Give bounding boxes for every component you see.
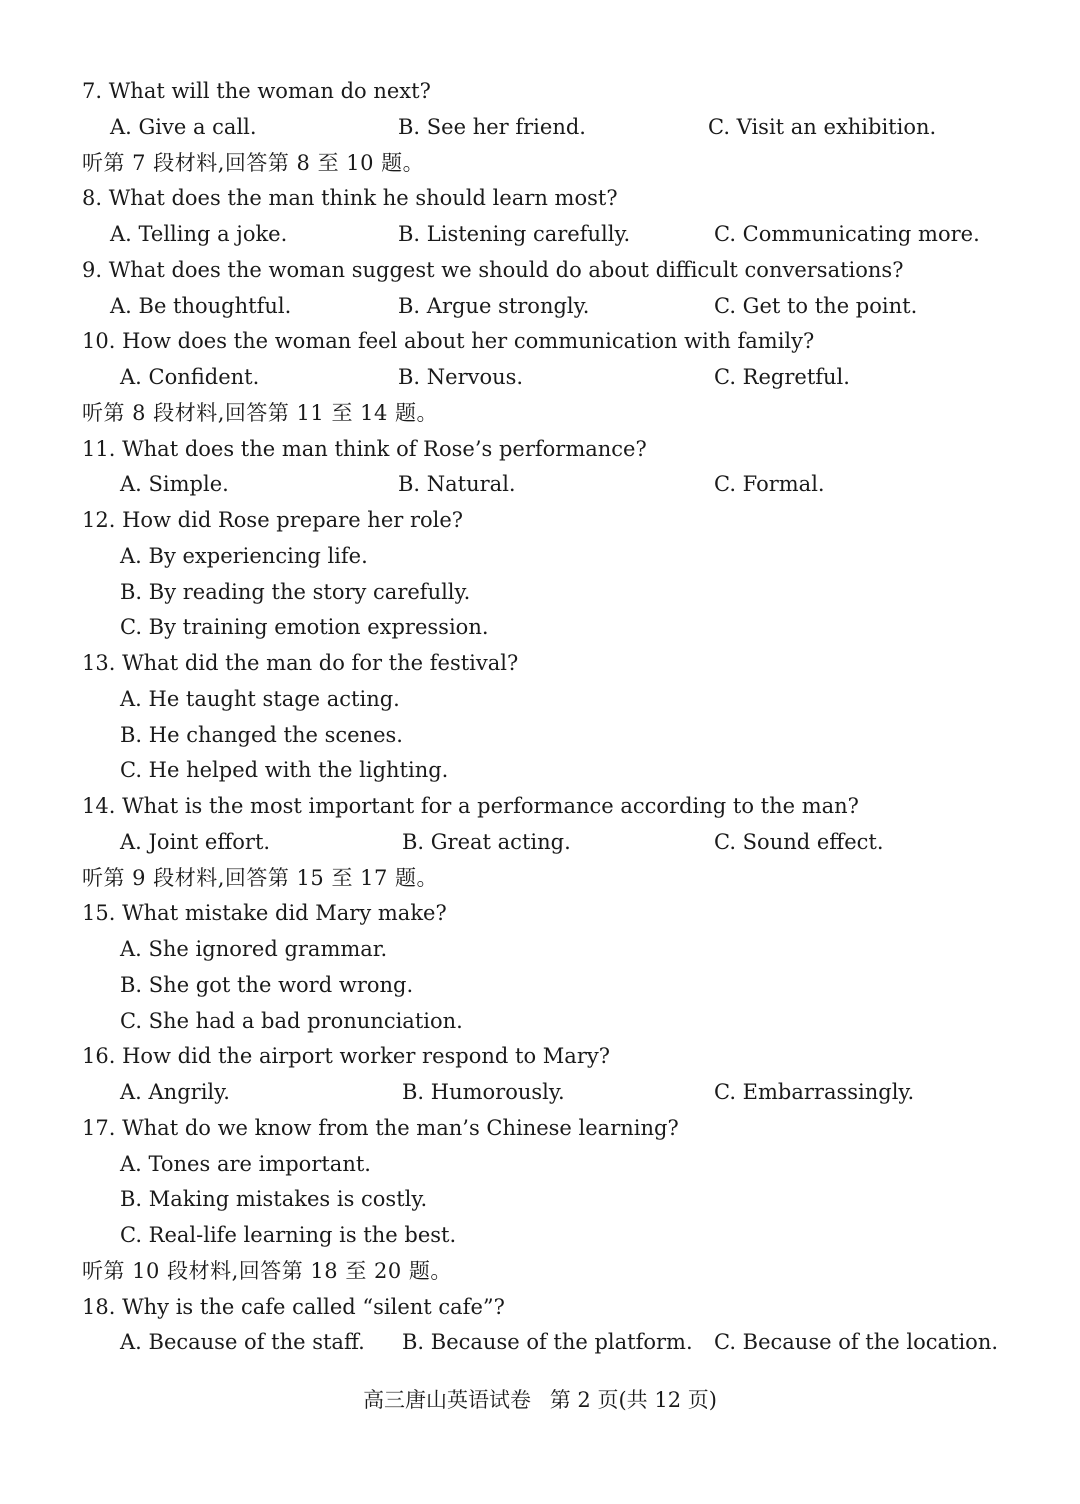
answer-options-row [82,217,1012,253]
answer-option-c: C. Sound effect. [714,829,884,854]
exam-title: 高三唐山英语试卷 [363,1388,532,1412]
answer-option-b: B. Argue strongly. [398,293,590,318]
answer-option-b: B. Because of the platform. [402,1330,693,1355]
question-text: 15. What mistake did Mary make? [82,901,447,926]
answer-option-b: B. Natural. [398,472,516,497]
answer-option-c: C. Because of the location. [714,1330,999,1355]
answer-option-a: A. Angrily. [120,1080,230,1104]
answer-option-b: B. Listening carefully. [398,222,631,246]
answer-option: B. She got the word wrong. [120,972,414,997]
answer-options-row [82,1325,1012,1361]
section-instruction: 听第 9 段材料,回答第 15 至 17 题。 [82,865,439,890]
question-text: 9. What does the woman suggest we should do about difficult conversations? [82,257,904,282]
question-text: 7. What will the woman do next? [82,79,431,103]
section-instruction: 听第 8 段材料,回答第 11 至 14 题。 [82,400,439,425]
answer-options-row [82,289,1012,325]
answer-option-c: C. Regretful. [714,365,850,389]
page-footer [0,1382,1080,1418]
question-text: 10. How does the woman feel about her communication with family? [82,329,815,354]
answer-option: A. She ignored grammar. [120,937,388,961]
answer-option-a: A. Joint effort. [120,829,271,854]
answer-option-c: C. Communicating more. [714,222,980,246]
answer-option-c: C. Formal. [714,472,825,497]
answer-option: B. By reading the story carefully. [120,579,471,604]
answer-option-c: C. Embarrassingly. [714,1080,915,1104]
answer-option-b: B. See her friend. [398,114,586,139]
answer-option-a: A. Because of the staff. [120,1330,365,1355]
answer-option-a: A. Simple. [120,472,229,497]
answer-option-a: A. Telling a joke. [110,222,288,246]
answer-option: C. Real-life learning is the best. [120,1223,457,1247]
answer-option: A. He taught stage acting. [120,686,400,711]
answer-option-a: A. Give a call. [110,114,257,139]
answer-options-row [82,1075,1012,1111]
answer-option-b: B. Great acting. [402,829,571,854]
question-text: 8. What does the man think he should learn most? [82,186,618,211]
answer-option: C. She had a bad pronunciation. [120,1008,463,1033]
answer-option: C. By training emotion expression. [120,615,489,640]
question-text: 16. How did the airport worker respond to Mary? [82,1044,610,1069]
answer-option: A. Tones are important. [120,1151,371,1176]
answer-options-row [82,360,1012,396]
answer-option-c: C. Get to the point. [714,293,918,318]
page-number: 第 2 页(共 12 页) [549,1388,717,1412]
answer-option: B. Making mistakes is costly. [120,1187,428,1212]
answer-option-a: A. Be thoughtful. [110,293,292,318]
answer-option-b: B. Nervous. [398,365,524,389]
question-text: 14. What is the most important for a performance according to the man? [82,794,859,818]
question-text: 13. What did the man do for the festival? [82,651,519,675]
answer-option: C. He helped with the lighting. [120,758,449,783]
question-text: 18. Why is the cafe called “silent cafe”? [82,1294,505,1319]
section-instruction: 听第 10 段材料,回答第 18 至 20 题。 [82,1258,452,1283]
answer-options-row [82,110,1012,146]
answer-option: B. He changed the scenes. [120,722,403,747]
question-text: 17. What do we know from the man’s Chinese learning? [82,1115,679,1140]
answer-option-a: A. Confident. [120,365,260,389]
answer-option-c: C. Visit an exhibition. [708,114,937,139]
answer-option-b: B. Humorously. [402,1080,565,1104]
section-instruction: 听第 7 段材料,回答第 8 至 10 题。 [82,150,425,175]
answer-options-row [82,467,1012,503]
question-text: 11. What does the man think of Rose’s performance? [82,436,647,461]
question-list [82,74,1012,1361]
question-text: 12. How did Rose prepare her role? [82,508,464,532]
answer-option: A. By experiencing life. [120,543,368,568]
answer-options-row [82,825,1012,861]
